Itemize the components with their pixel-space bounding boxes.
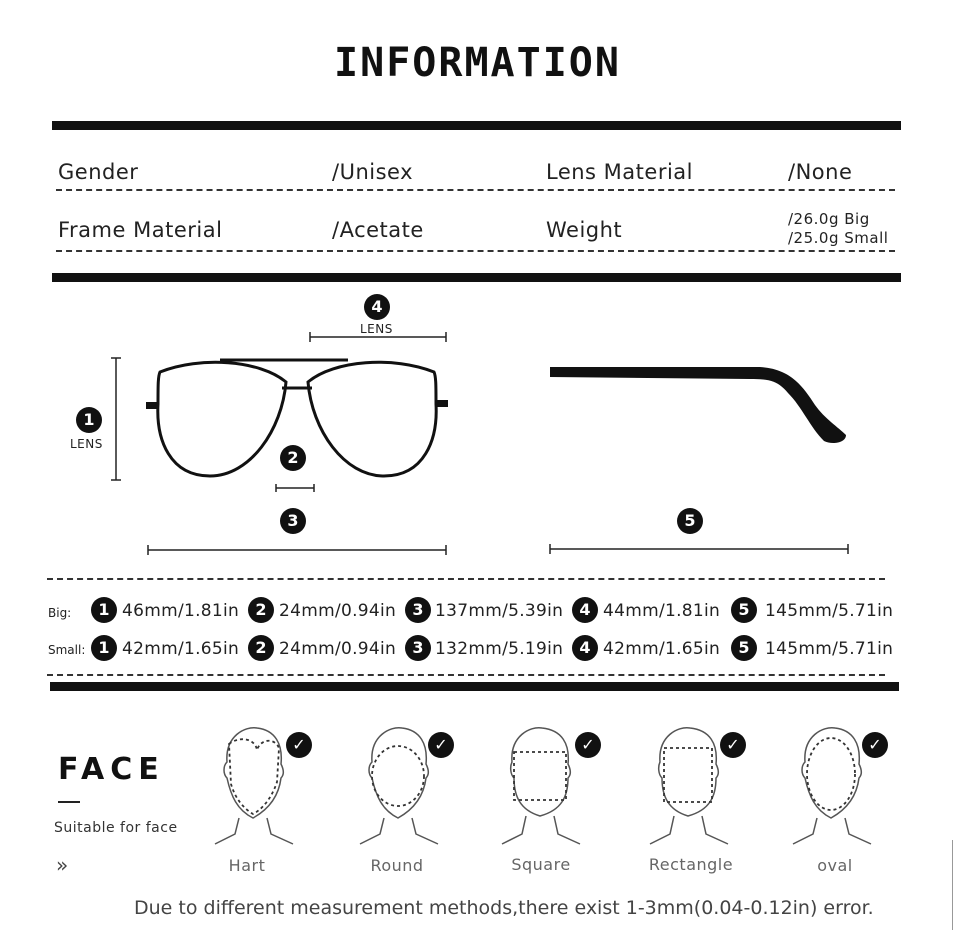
lens-height-label: LENS bbox=[70, 437, 103, 451]
face-shape-round: Round bbox=[370, 856, 424, 875]
big-value-5: 145mm/5.71in bbox=[765, 601, 894, 621]
measurement-divider-top bbox=[47, 578, 885, 580]
gender-value: /Unisex bbox=[332, 160, 414, 184]
face-subtitle: Suitable for face bbox=[54, 820, 178, 836]
divider-bar-bottom bbox=[50, 682, 899, 691]
small-marker-3: 3 bbox=[405, 635, 431, 661]
divider-bar-top bbox=[52, 121, 901, 130]
face-section-title: FACE bbox=[58, 752, 165, 787]
measurement-disclaimer: Due to different measurement methods,there exist 1-3mm(0.04-0.12in) error. bbox=[134, 897, 874, 919]
right-lens-shape bbox=[308, 362, 436, 476]
small-value-1: 42mm/1.65in bbox=[122, 639, 240, 659]
divider-bar-middle bbox=[52, 273, 901, 282]
check-icon-round: ✓ bbox=[428, 732, 454, 758]
edge-line bbox=[952, 840, 953, 930]
big-marker-1: 1 bbox=[91, 597, 117, 623]
weight-big-value: /26.0g Big bbox=[788, 210, 870, 228]
face-shape-hart: Hart bbox=[228, 856, 266, 875]
glasses-front-diagram bbox=[60, 290, 480, 565]
face-shape-oval: oval bbox=[817, 856, 853, 875]
small-marker-5: 5 bbox=[731, 635, 757, 661]
small-marker-2: 2 bbox=[248, 635, 274, 661]
frame-material-value: /Acetate bbox=[332, 218, 424, 242]
face-title-underline bbox=[58, 801, 80, 803]
big-marker-5: 5 bbox=[731, 597, 757, 623]
big-marker-4: 4 bbox=[572, 597, 598, 623]
weight-small-value: /25.0g Small bbox=[788, 229, 889, 247]
double-chevron-icon: » bbox=[56, 853, 69, 877]
small-marker-1: 1 bbox=[91, 635, 117, 661]
marker-4: 4 bbox=[364, 294, 390, 320]
measurement-divider-bottom bbox=[47, 674, 885, 676]
small-marker-4: 4 bbox=[572, 635, 598, 661]
marker-5: 5 bbox=[677, 508, 703, 534]
big-marker-3: 3 bbox=[405, 597, 431, 623]
gender-label: Gender bbox=[58, 160, 139, 184]
small-value-5: 145mm/5.71in bbox=[765, 639, 894, 659]
big-value-4: 44mm/1.81in bbox=[603, 601, 721, 621]
face-shape-rectangle: Rectangle bbox=[648, 855, 734, 874]
big-value-3: 137mm/5.39in bbox=[435, 601, 564, 621]
page-title: INFORMATION bbox=[334, 40, 621, 86]
lens-material-label: Lens Material bbox=[546, 160, 693, 184]
big-value-1: 46mm/1.81in bbox=[122, 601, 240, 621]
big-marker-2: 2 bbox=[248, 597, 274, 623]
lens-material-value: /None bbox=[788, 160, 853, 184]
frame-material-label: Frame Material bbox=[58, 218, 223, 242]
check-icon-hart: ✓ bbox=[286, 732, 312, 758]
marker-2: 2 bbox=[280, 445, 306, 471]
spec-row-divider-1 bbox=[56, 189, 895, 191]
small-value-2: 24mm/0.94in bbox=[279, 639, 397, 659]
big-value-2: 24mm/0.94in bbox=[279, 601, 397, 621]
glasses-temple-diagram bbox=[540, 355, 860, 565]
spec-row-divider-2 bbox=[56, 250, 895, 252]
left-hinge bbox=[146, 402, 158, 409]
small-size-label: Small: bbox=[48, 643, 86, 657]
face-square-illustration bbox=[492, 722, 587, 847]
temple-arm-shape bbox=[550, 367, 846, 443]
check-icon-oval: ✓ bbox=[862, 732, 888, 758]
big-size-label: Big: bbox=[48, 606, 72, 620]
small-value-4: 42mm/1.65in bbox=[603, 639, 721, 659]
marker-1: 1 bbox=[76, 407, 102, 433]
marker-3: 3 bbox=[280, 508, 306, 534]
face-shape-square: Square bbox=[511, 855, 571, 874]
check-icon-square: ✓ bbox=[575, 732, 601, 758]
lens-width-label: LENS bbox=[360, 322, 393, 336]
weight-label: Weight bbox=[546, 218, 623, 242]
small-value-3: 132mm/5.19in bbox=[435, 639, 564, 659]
check-icon-rectangle: ✓ bbox=[720, 732, 746, 758]
right-hinge bbox=[436, 400, 448, 407]
left-lens-shape bbox=[158, 362, 286, 476]
